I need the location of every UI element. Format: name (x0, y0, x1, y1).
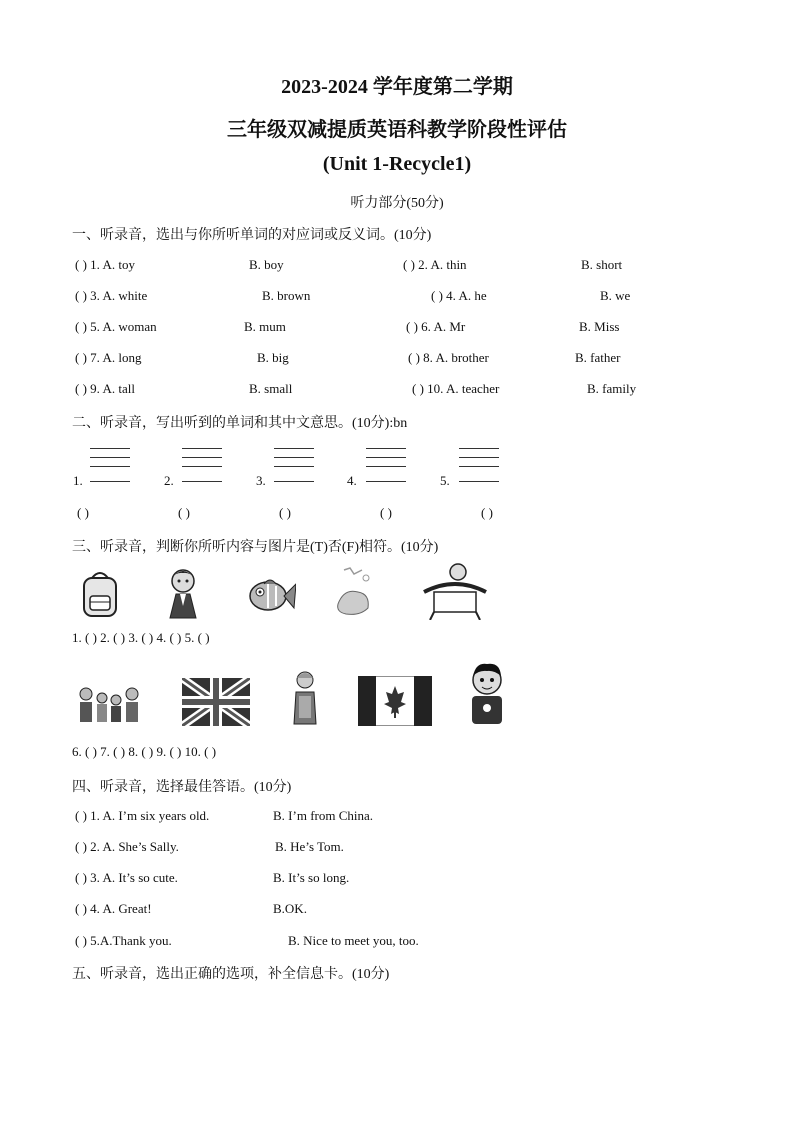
s2-number-5: 5. (440, 473, 450, 488)
toy-sketch-picture (332, 564, 378, 618)
s1-q6: ( ) 6. A. Mr (406, 319, 466, 334)
exam-title: 三年级双减提质英语科教学阶段性评估 (227, 119, 567, 141)
exam-unit-range: (Unit 1-Recycle1) (322, 153, 472, 175)
s2-number-3: 3. (256, 473, 266, 488)
s4-q2: ( ) 2. A. She’s Sally. (75, 839, 179, 854)
s2-meaning-bracket-1[interactable]: ( ) (77, 505, 89, 520)
s4-q1-option-b: B. I’m from China. (273, 808, 374, 823)
section3-heading: 三、听录音，判断你所听内容与图片是(T)否(F)相符。(10分) (72, 540, 439, 555)
s1-q4-option-b: B. we (600, 288, 631, 303)
s2-writing-lines-3[interactable] (274, 448, 314, 482)
section4-heading: 四、听录音，选择最佳答语。(10分) (72, 780, 292, 795)
section2-heading: 二、听录音，写出听到的单词和其中文意思。(10分):bn (72, 416, 408, 431)
boy-picture (464, 662, 510, 726)
s4-q3: ( ) 3. A. It’s so cute. (75, 870, 178, 885)
listening-part-label: 听力部分(50分) (350, 196, 444, 211)
s1-q7: ( ) 7. A. long (75, 350, 142, 365)
s4-q2-option-b: B. He’s Tom. (275, 839, 344, 854)
s2-number-4: 4. (347, 473, 357, 488)
fish-picture (244, 572, 296, 618)
s2-meaning-bracket-4[interactable]: ( ) (380, 505, 392, 520)
s1-q1-option-b: B. boy (249, 257, 284, 272)
s2-writing-lines-2[interactable] (182, 448, 222, 482)
section1-heading: 一、听录音，选出与你所听单词的对应词或反义词。(10分) (72, 228, 432, 243)
s4-q5-option-b: B. Nice to meet you, too. (288, 933, 419, 948)
s1-q2: ( ) 2. A. thin (403, 257, 467, 272)
girl-picture (160, 566, 206, 620)
s1-q2-option-b: B. short (581, 257, 623, 272)
canada-flag-picture (358, 676, 432, 726)
uk-flag-picture (182, 678, 250, 726)
s1-q8-option-b: B. father (575, 350, 621, 365)
s4-q5: ( ) 5.A.Thank you. (75, 933, 172, 948)
s4-q4-option-b: B.OK. (273, 901, 307, 916)
family-picture (76, 682, 144, 728)
section3-row1-answer-slots[interactable]: 1. ( ) 2. ( ) 3. ( ) 4. ( ) 5. ( ) (72, 630, 210, 645)
s1-q1: ( ) 1. A. toy (75, 257, 135, 272)
s1-q4: ( ) 4. A. he (431, 288, 487, 303)
s1-q10: ( ) 10. A. teacher (412, 381, 500, 396)
s2-meaning-bracket-5[interactable]: ( ) (481, 505, 493, 520)
s1-q8: ( ) 8. A. brother (408, 350, 489, 365)
s2-writing-lines-4[interactable] (366, 448, 406, 482)
s1-q5-option-b: B. mum (244, 319, 286, 334)
section5-heading: 五、听录音，选出正确的选项，补全信息卡。(10分) (72, 967, 390, 982)
s2-number-1: 1. (73, 473, 83, 488)
s1-q9-option-b: B. small (249, 381, 293, 396)
s1-q9: ( ) 9. A. tall (75, 381, 135, 396)
s1-q10-option-b: B. family (587, 381, 637, 396)
s1-q3-option-b: B. brown (262, 288, 311, 303)
s2-number-2: 2. (164, 473, 174, 488)
s4-q3-option-b: B. It’s so long. (273, 870, 350, 885)
section3-row2-answer-slots[interactable]: 6. ( ) 7. ( ) 8. ( ) 9. ( ) 10. ( ) (72, 744, 217, 759)
s1-q5: ( ) 5. A. woman (75, 319, 157, 334)
s2-writing-lines-1[interactable] (90, 448, 130, 482)
schoolbag-picture (76, 568, 124, 620)
exam-year-title: 2023-2024 学年度第二学期 (281, 76, 513, 98)
s4-q4: ( ) 4. A. Great! (75, 901, 152, 916)
s1-q6-option-b: B. Miss (579, 319, 620, 334)
s1-q3: ( ) 3. A. white (75, 288, 148, 303)
s1-q7-option-b: B. big (257, 350, 289, 365)
grandma-picture (288, 670, 322, 726)
s2-writing-lines-5[interactable] (459, 448, 499, 482)
teacher-board-picture (420, 562, 490, 620)
s2-meaning-bracket-2[interactable]: ( ) (178, 505, 190, 520)
s4-q1: ( ) 1. A. I’m six years old. (75, 808, 210, 823)
s2-meaning-bracket-3[interactable]: ( ) (279, 505, 291, 520)
